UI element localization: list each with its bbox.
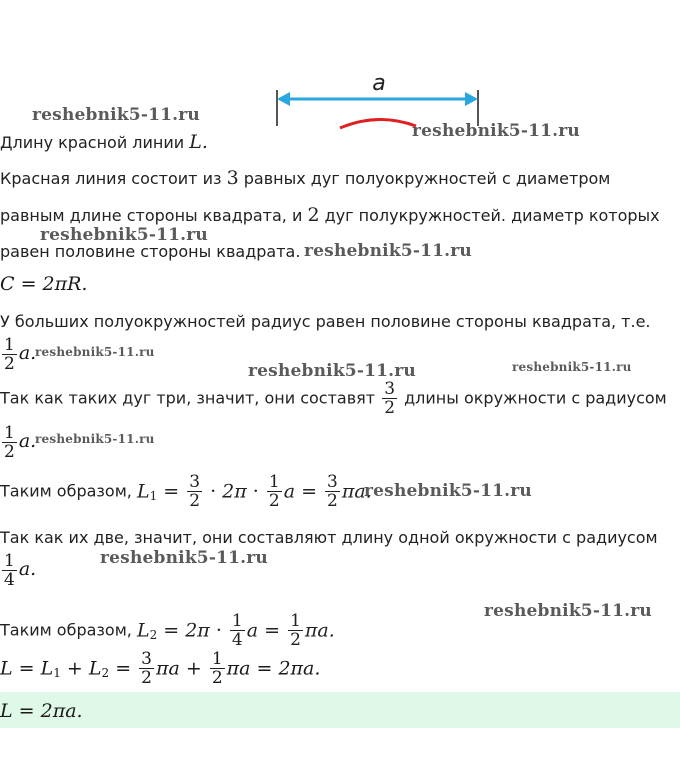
- text-line: Красная линия состоит из 3 равных дуг полуокружностей с диаметром: [0, 167, 611, 189]
- fraction: $\frac{1}{4}$: [231, 611, 243, 650]
- text-line: Так как их две, значит, они составляют длину одной окружности с радиусом: [0, 528, 658, 547]
- fraction: $\frac{1}{2}$: [268, 472, 280, 511]
- answer-formula: L = 2πa.: [0, 700, 83, 722]
- side-label-a: a: [372, 71, 386, 96]
- formula-half-a: $\frac{1}{2}$ a.: [4, 335, 37, 374]
- watermark: reshebnik5-11.ru: [364, 481, 532, 501]
- formula-total: $L = L_1 + L_2$ = $\frac{3}{2}$ πa + $\frac{1}{2}$ πa = 2πa.: [0, 649, 321, 688]
- watermark: reshebnik5-11.ru: [412, 121, 580, 141]
- formula-L2: Таким образом, $L_2 = 2\pi$ · $\frac{1}{4}$ a = $\frac{1}{2}$ πa.: [0, 611, 335, 650]
- fraction: $\frac{1}{2}$: [211, 649, 223, 688]
- watermark: reshebnik5-11.ru: [35, 432, 155, 446]
- text-line: равным длине стороны квадрата, и 2 дуг полукружностей. диаметр которых: [0, 204, 660, 226]
- fraction: $\frac{3}{2}$: [384, 379, 396, 418]
- watermark: reshebnik5-11.ru: [512, 360, 632, 374]
- right-arrowhead-icon: [465, 92, 478, 106]
- red-arc: [340, 119, 416, 128]
- formula-quarter-a: $\frac{1}{4}$ a.: [4, 551, 37, 590]
- watermark: reshebnik5-11.ru: [32, 105, 200, 125]
- answer-box: [0, 692, 680, 728]
- text-line: Так как таких дуг три, значит, они составят $\frac{3}{2}$ длины окружности с радиусом: [0, 379, 667, 418]
- formula-L1: Таким образом, $L_1$ = $\frac{3}{2}$ · 2π · $\frac{1}{2}$ a = $\frac{3}{2}$ πa.: [0, 472, 372, 511]
- fraction: $\frac{1}{4}$: [4, 551, 15, 590]
- formula-half-a: $\frac{1}{2}$ a.: [4, 423, 37, 462]
- fraction: $\frac{3}{2}$: [189, 472, 201, 511]
- fraction: $\frac{3}{2}$: [327, 472, 338, 511]
- watermark: reshebnik5-11.ru: [40, 225, 208, 245]
- watermark: reshebnik5-11.ru: [484, 601, 652, 621]
- text-line: равен половине стороны квадрата.: [0, 242, 301, 261]
- formula-circumference: C = 2πR.: [0, 273, 88, 295]
- fraction: $\frac{1}{2}$: [290, 611, 301, 650]
- watermark: reshebnik5-11.ru: [248, 361, 416, 381]
- fraction: $\frac{3}{2}$: [141, 649, 152, 688]
- text-line: Длину красной линии L.: [0, 131, 208, 153]
- fraction: $\frac{1}{2}$: [4, 423, 15, 462]
- watermark: reshebnik5-11.ru: [304, 241, 472, 261]
- watermark: reshebnik5-11.ru: [35, 345, 155, 359]
- watermark: reshebnik5-11.ru: [100, 548, 268, 568]
- text-line: У больших полуокружностей радиус равен половине стороны квадрата, т.е.: [0, 312, 651, 331]
- left-arrowhead-icon: [277, 92, 290, 106]
- fraction: $\frac{1}{2}$: [4, 335, 15, 374]
